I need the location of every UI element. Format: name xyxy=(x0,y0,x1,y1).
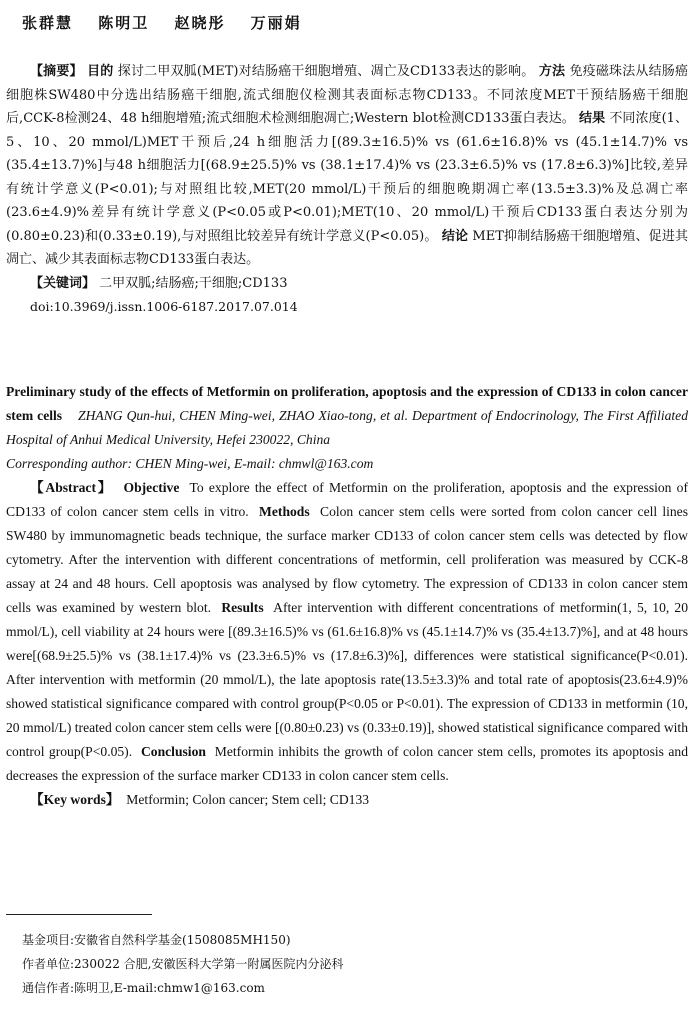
footnote-divider xyxy=(6,914,152,915)
footnotes xyxy=(22,928,682,1000)
methods-text: 免疫磁珠法从结肠癌细胞株SW480中分选出结肠癌干细胞,流式细胞仪检测其表面标志物CD133。不同浓度MET干预结肠癌干细胞后,CCK-8检测24、48 h细胞增殖;流式细胞术检测细胞凋亡;Western blot检测CD133蛋白表达。 xyxy=(6,64,688,126)
footnote-fund: 基金项目:安徽省自然科学基金(1508085MH150) xyxy=(22,933,291,947)
english-title: Preliminary study of the effects of Metformin on proliferation, apoptosis and the expression of CD133 in colon cancer stem cells xyxy=(6,384,688,423)
objective-text: 探讨二甲双胍(MET)对结肠癌干细胞增殖、凋亡及CD133表达的影响。 xyxy=(117,64,535,79)
english-objective-text: To explore the effect of Metformin on the proliferation, apoptosis and the expression of CD133 of colon cancer stem cells in vitro. xyxy=(6,480,688,519)
abstract-label: 【摘要】 xyxy=(30,64,83,79)
english-conclusion-text: Metformin inhibits the growth of colon cancer stem cells, promotes its apoptosis and decreases the expression of the surface marker CD133 in colon cancer stem cells. xyxy=(6,744,688,783)
english-keywords-label: 【Key words】 xyxy=(30,792,120,807)
chinese-authors: 张群慧 陈明卫 赵晓彤 万丽娟 xyxy=(22,14,302,32)
english-header xyxy=(6,380,688,476)
english-keywords xyxy=(6,788,688,812)
conclusion-text: MET抑制结肠癌干细胞增殖、促进其凋亡、减少其表面标志物CD133蛋白表达。 xyxy=(6,228,688,267)
objective-label: 目的 xyxy=(87,64,114,79)
chinese-abstract-paragraph xyxy=(6,60,688,272)
english-abstract-paragraph xyxy=(6,476,688,788)
english-byline: ZHANG Qun-hui, CHEN Ming-wei, ZHAO Xiao-tong, et al. Department of Endocrinology, The First Affiliated Hospital of Anhui Medical University, Hefei 230022, China xyxy=(6,408,689,447)
keywords-label: 【关键词】 xyxy=(30,275,96,291)
chinese-abstract xyxy=(6,60,688,319)
english-methods-label: Methods xyxy=(259,504,310,519)
results-text: 不同浓度(1、5、10、20 mmol/L)MET干预后,24 h细胞活力[(89.3±16.5)% vs (61.6±16.8)% vs (45.1±14.7)% vs (35.4±13.7)%]与48 h细胞活力[(68.9±25.5)% vs (38.1±17.4)% vs (23.3±6.5)% vs (17.8±6.3)%]比较,差异有统计学意义(P<0.01);与对照组比较,MET(20 mmol/L)干预后的细胞晚期凋亡率(13.5±3.3)%及总凋亡率(23.6±4.9)%差异有统计学意义(P<0.05或P<0.01);MET(10、20 mmol/L)干预后CD133蛋白表达分别为(0.80±0.23)和(0.33±0.19),与对照组比较差异有统计学意义(P<0.05)。 xyxy=(6,111,688,244)
english-results-text: After intervention with different concentrations of metformin(1, 5, 10, 20 mmol/L), cell viability at 24 hours were [(89.3±16.5)% vs (61.6±16.8)% vs (45.1±14.7)% vs (35.4±13.7)%], and at 48 hours were[(68.9±25.5)% vs (38.1±17.4)% vs (23.3±6.5)% vs (17.8±6.3)%], differences were statistical significance(P<0.01). After intervention with metformin (20 mmol/L), the late apoptosis rate(13.5±3.3)% and total rate of apoptosis(23.6±4.9)% showed statistical significance compared with control group(P<0.05 or P<0.01). The expression of CD133 in metformin (10, 20 mmol/L) treated colon cancer stem cells were [(0.80±0.23) vs (0.33±0.19)], showed statistical significance compared with control group(P<0.05). xyxy=(6,600,689,759)
english-conclusion-label: Conclusion xyxy=(140,744,206,759)
english-keywords-text: Metformin; Colon cancer; Stem cell; CD133 xyxy=(126,792,370,807)
footnote-corresponding: 通信作者:陈明卫,E-mail:chmw1@163.com xyxy=(22,981,265,995)
methods-label: 方法 xyxy=(538,64,566,79)
english-objective-label: Objective xyxy=(123,480,180,495)
footnote-affiliation: 作者单位:230022 合肥,安徽医科大学第一附属医院内分泌科 xyxy=(22,957,344,971)
english-methods-text: Colon cancer stem cells were sorted from colon cancer cell lines SW480 by immunomagnetic beads technique, the surface marker CD133 of colon cancer stem cells was detected by flow cytometry. After the intervention with different concentrations of metformin, cell proliferation was measured by CCK-8 assay at 24 and 48 hours. Cell apoptosis was analysed by flow cytometry. The expression of CD133 in colon cancer stem cells was examined by western blot. xyxy=(6,504,689,615)
english-abstract-label: 【Abstract】 xyxy=(30,480,114,495)
results-label: 结果 xyxy=(579,111,606,126)
doi: doi:10.3969/j.issn.1006-6187.2017.07.014 xyxy=(30,299,298,314)
english-results-label: Results xyxy=(221,600,264,615)
english-corresponding: Corresponding author: CHEN Ming-wei, E-mail: chmwl@163.com xyxy=(6,456,374,471)
english-abstract xyxy=(6,380,688,812)
conclusion-label: 结论 xyxy=(441,228,469,244)
chinese-keywords xyxy=(6,272,688,296)
keywords-text: 二甲双胍;结肠癌;干细胞;CD133 xyxy=(99,275,288,291)
